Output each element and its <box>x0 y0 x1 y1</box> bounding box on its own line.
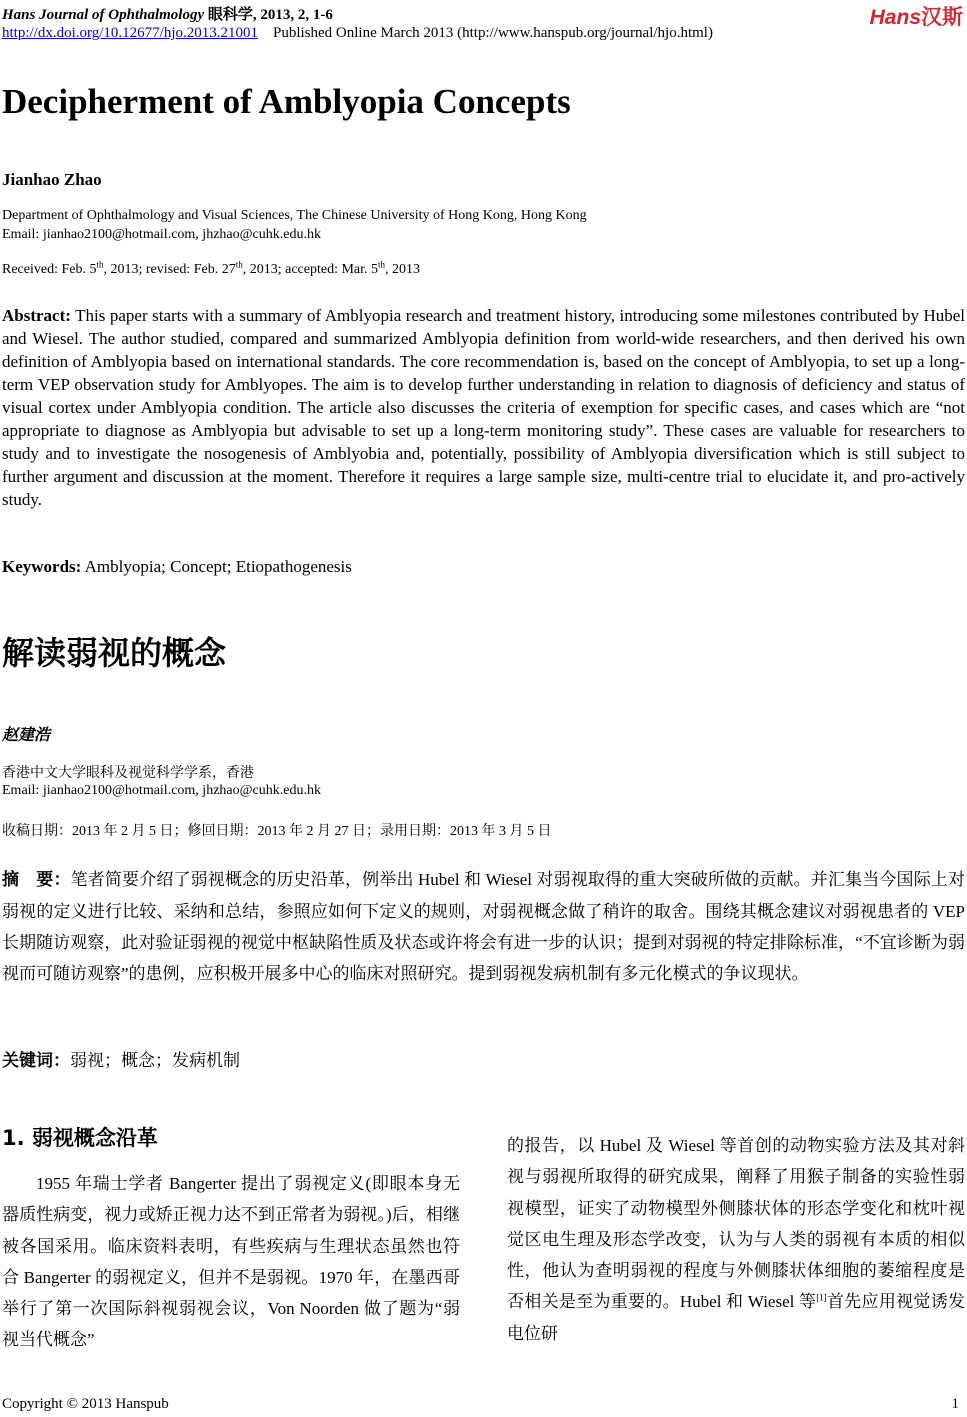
revised-date: , 2013; revised: Feb. 27 <box>103 262 236 277</box>
body-text: 的报告，以 Hubel 及 Wiesel 等首创的动物实验方法及其对斜视与弱视所取得的研究成果，阐释了用猴子制备的实验性弱视模型，证实了动物模型外侧膝状体的形态学变化和枕叶视觉区电生理及形态学改变，认为与人类的弱视有本质的相似性，他认为查明弱视的程度与外侧膝状体细胞的萎缩程度是否相关是至为重要的。Hubel 和 Wiesel 等 <box>507 1136 965 1312</box>
body-column-left: 1955 年瑞士学者 Bangerter 提出了弱视定义(即眼本身无器质性病变，视力或矫正视力达不到正常者为弱视。)后，相继被各国采用。临床资料表明，有些疾病与生理状态虽然也符合 Bangerter 的弱视定义，但并不是弱视。1970 年，在墨西哥举行了第一次国际斜视弱视会议，Von Noorden 做了题为“弱视当代概念” <box>2 1174 460 1350</box>
cn-keywords-label: 关键词： <box>2 1051 70 1071</box>
cn-author-name: 赵建浩 <box>2 725 51 744</box>
abstract-label: Abstract: <box>2 306 71 325</box>
section-heading: 1. 弱视概念沿革 <box>2 1126 158 1150</box>
accepted-date: , 2013; accepted: Mar. 5 <box>242 262 379 277</box>
hans-logo <box>870 1 963 31</box>
doi-link[interactable]: http://dx.doi.org/10.12677/hjo.2013.21001 <box>2 25 258 41</box>
author-email: Email: jianhao2100@hotmail.com, jhzhao@cuhk.edu.hk <box>2 227 321 242</box>
ordinal-suffix: th <box>235 259 243 270</box>
received-dates <box>2 259 421 278</box>
ordinal-suffix: th <box>96 259 104 270</box>
keywords-label: Keywords: <box>2 557 82 576</box>
affiliation: Department of Ophthalmology and Visual Sciences, The Chinese University of Hong Kong, Hong Kong <box>2 208 587 223</box>
logo-text-cn: 汉斯 <box>921 6 963 29</box>
journal-issue: 眼科学, 2013, 2, 1-6 <box>207 7 333 23</box>
body-column-right <box>507 1130 965 1349</box>
keywords-text: Amblyopia; Concept; Etiopathogenesis <box>84 557 352 576</box>
published-online: Published Online March 2013 (http://www.hanspub.org/journal/hjo.html) <box>272 25 713 41</box>
copyright: Copyright © 2013 Hanspub <box>2 1396 169 1412</box>
journal-name: Hans Journal of Ophthalmology <box>2 7 205 23</box>
body-text: 首先应用视觉诱发电位研 <box>507 1292 966 1343</box>
cn-keywords-text: 弱视；概念；发病机制 <box>70 1051 240 1070</box>
paper-title: Decipherment of Amblyopia Concepts <box>2 82 571 121</box>
accepted-year: , 2013 <box>385 262 421 277</box>
keywords <box>2 557 352 577</box>
received-date: Received: Feb. 5 <box>2 262 97 277</box>
cn-paper-title: 解读弱视的概念 <box>2 634 227 672</box>
page-number: 1 <box>951 1396 959 1412</box>
abstract <box>2 304 965 511</box>
header-doi-line <box>2 25 713 42</box>
cn-abstract-label: 摘 要： <box>2 870 71 890</box>
journal-header <box>2 3 333 24</box>
cn-affiliation: 香港中文大学眼科及视觉科学学系，香港 <box>2 766 254 781</box>
cn-author-email: Email: jianhao2100@hotmail.com, jhzhao@cuhk.edu.hk <box>2 783 321 798</box>
cn-abstract-text: 笔者简要介绍了弱视概念的历史沿革，例举出 Hubel 和 Wiesel 对弱视取得的重大突破所做的贡献。并汇集当今国际上对弱视的定义进行比较、采纳和总结，参照应如何下定义的规则，对弱视概念做了稍许的取舍。围绕其概念建议对弱视患者的 VEP 长期随访观察，此对验证弱视的视觉中枢缺陷性质及状态或许将会有进一步的认识；提到对弱视的特定排除标准，“不宜诊断为弱视而可随访观察”的患例，应积极开展多中心的临床对照研究。提到弱视发病机制有多元化模式的争议现状。 <box>2 870 966 983</box>
citation-ref[interactable]: [1] <box>816 1292 827 1303</box>
author-name: Jianhao Zhao <box>2 170 102 189</box>
cn-abstract <box>2 864 965 989</box>
ordinal-suffix: th <box>378 259 386 270</box>
cn-keywords <box>2 1046 240 1071</box>
abstract-text: This paper starts with a summary of Amblyopia research and treatment history, introducing some milestones contributed by Hubel and Wiesel. The author studied, compared and summarized Amblyopia definition from world-wide researchers, and then derived his own definition of Amblyopia based on international standards. The core recommendation is, based on the concept of Amblyopia, to set up a long-term VEP observation study for Amblyopes. The aim is to develop further understanding in relation to diagnosis of deficiency and status of visual cortex under Amblyopia condition. The article also discusses the criteria of exemption for specific cases, and cases which are “not appropriate to diagnose as Amblyopia but advisable to set up a long-term monitoring study”. These cases are valuable for researchers to study and to investigate the nosogenesis of Amblyobia and, potentially, possibility of Amblyopia diversification which is still subject to further argument and discussion at the moment. Therefore it requires a large sample size, multi-centre trial to elucidate it, and pro-actively study. <box>2 306 965 509</box>
cn-received-dates: 收稿日期：2013 年 2 月 5 日；修回日期：2013 年 2 月 27 日；录用日期：2013 年 3 月 5 日 <box>2 824 552 839</box>
logo-text-en: Hans <box>869 6 921 29</box>
